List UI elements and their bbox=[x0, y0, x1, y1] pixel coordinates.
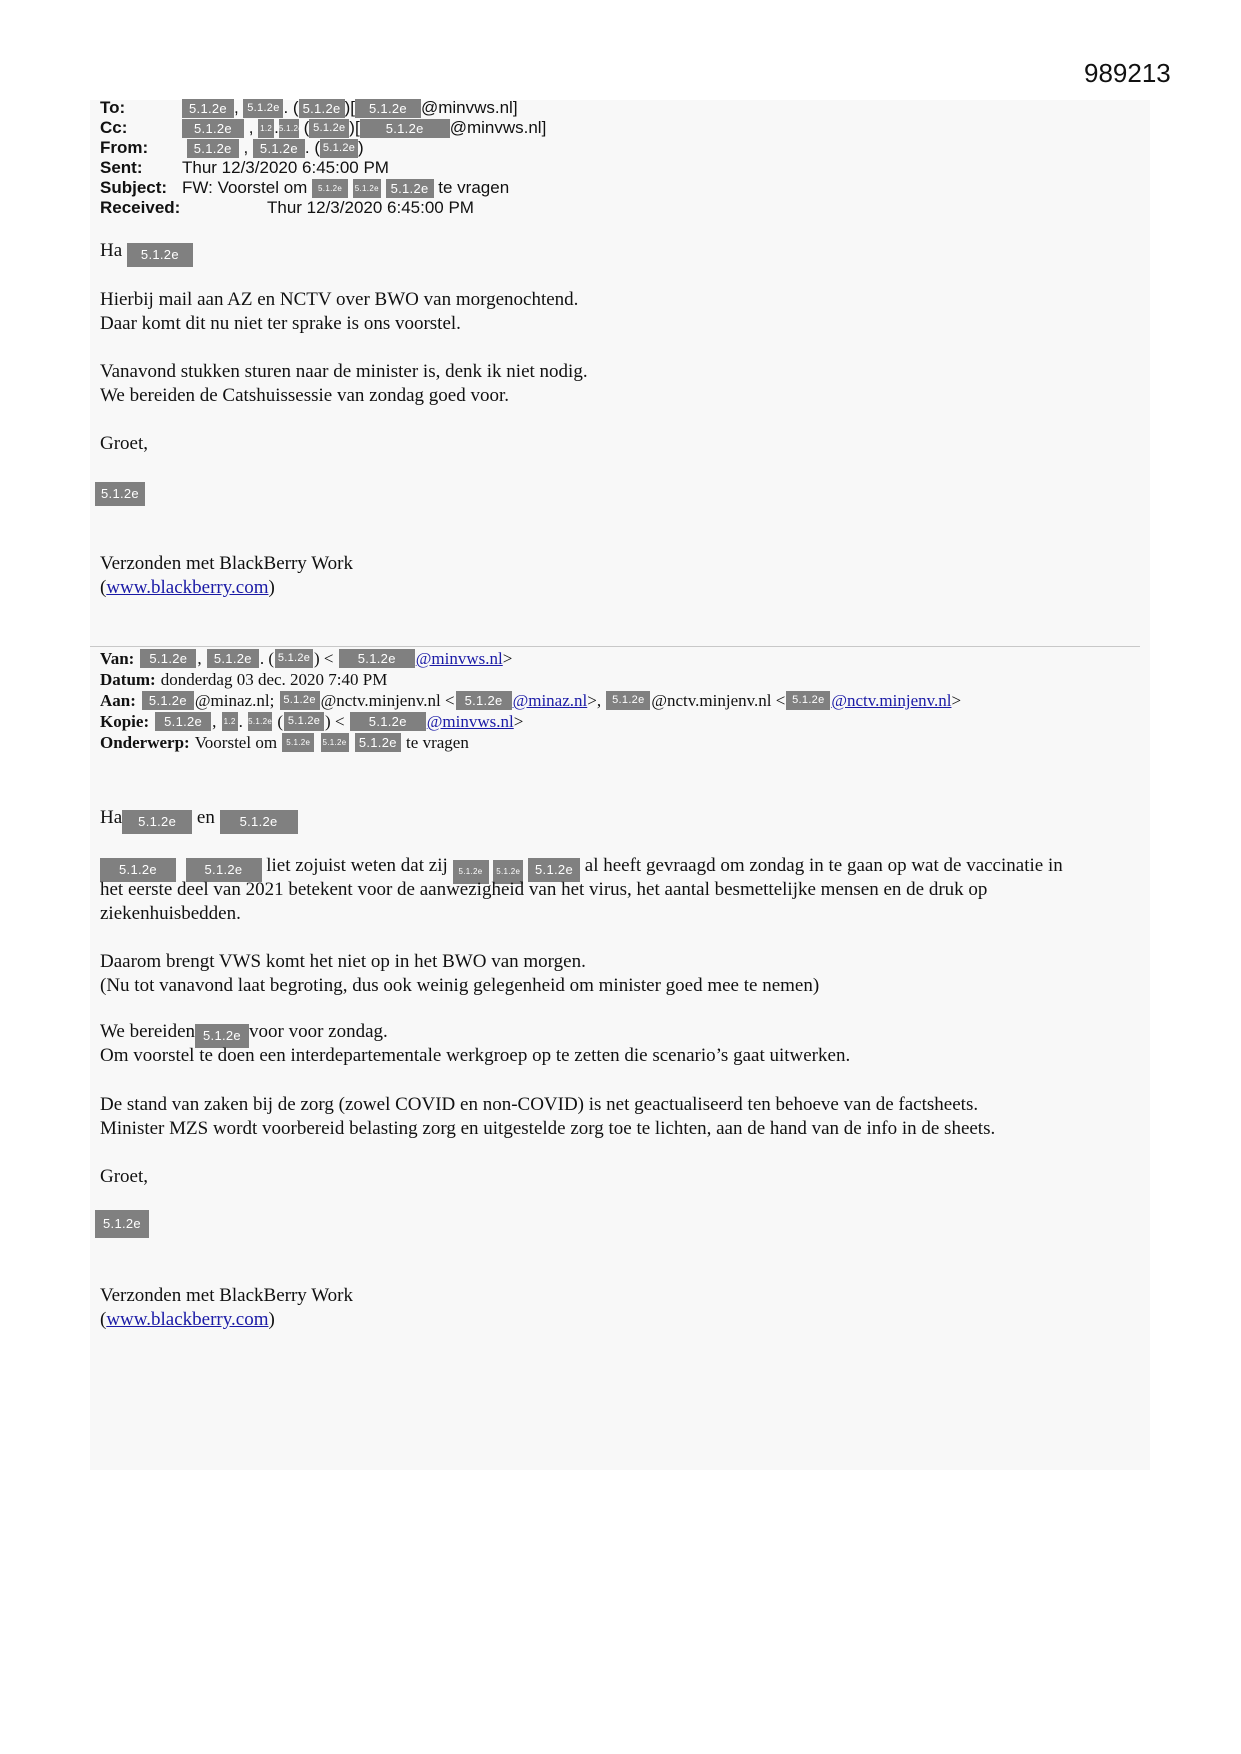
redaction: 5.1.2e bbox=[279, 119, 299, 138]
redaction: 5.1.2e bbox=[312, 179, 348, 198]
redaction: 5.1.2e bbox=[355, 733, 401, 752]
van-label: Van: bbox=[100, 649, 135, 668]
redaction: 5.1.2e bbox=[95, 1210, 149, 1238]
greeting-2: Ha 5.1.2e en 5.1.2e bbox=[100, 806, 298, 834]
redaction: 5.1.2e bbox=[182, 119, 244, 138]
sent-label: Sent: bbox=[100, 158, 143, 177]
datum-row bbox=[100, 669, 961, 690]
aan-minaz-link[interactable]: @minaz.nl bbox=[512, 691, 588, 710]
message2-p2-line1: Daarom brengt VWS komt het niet op in het BWO van morgen. bbox=[100, 951, 586, 972]
redaction: 5.1.2e bbox=[95, 482, 145, 506]
redaction: 5.1.2e bbox=[353, 179, 381, 198]
cc-value: 5.1.2e , 1.2 . 5.1.2e ( 5.1.2e )[ 5.1.2e @minvws.nl] bbox=[182, 118, 546, 138]
message2-p4-line1: De stand van zaken bij de zorg (zowel COVID en non-COVID) is net geactualiseerd ten behoeve van de factsheets. bbox=[100, 1094, 979, 1115]
separator bbox=[90, 646, 1140, 647]
redaction: 5.1.2e bbox=[299, 99, 345, 118]
from-value: 5.1.2e , 5.1.2e . ( 5.1.2e ) bbox=[182, 138, 364, 158]
to-label: To: bbox=[100, 98, 126, 117]
kopie-email-link[interactable]: @minvws.nl bbox=[426, 712, 514, 731]
redaction: 5.1.2e bbox=[207, 649, 259, 668]
message1-line3: Vanavond stukken sturen naar de minister is, denk ik niet nodig. bbox=[100, 361, 588, 382]
greeting-1: Ha 5.1.2e bbox=[100, 239, 193, 267]
redaction: 5.1.2e bbox=[786, 691, 830, 710]
received-value: Thur 12/3/2020 6:45:00 PM bbox=[267, 198, 474, 217]
signature-2 bbox=[95, 1208, 149, 1238]
forwarded-header bbox=[100, 648, 961, 753]
message1-line4: We bereiden de Catshuissessie van zondag goed voor. bbox=[100, 385, 509, 406]
redaction: 5.1.2e bbox=[355, 99, 421, 118]
message2-p2-line2: (Nu tot vanavond laat begroting, dus ook weinig gelegenheid om minister goed mee te nemen) bbox=[100, 975, 820, 996]
redaction: 5.1.2e bbox=[186, 858, 262, 882]
message1-sig-line: Verzonden met BlackBerry Work bbox=[100, 553, 353, 574]
redaction: 1.2 bbox=[258, 119, 274, 138]
redaction: 5.1.2e bbox=[493, 860, 523, 884]
redaction: 5.1.2e bbox=[606, 691, 650, 710]
redaction: 5.1.2e bbox=[456, 691, 512, 710]
message2-p3-line2: Om voorstel te doen een interdepartementale werkgroep op te zetten die scenario’s gaat uitwerken. bbox=[100, 1045, 851, 1066]
from-label: From: bbox=[100, 138, 149, 157]
redaction: 5.1.2e bbox=[100, 858, 176, 882]
redaction: 5.1.2e bbox=[140, 649, 196, 668]
redaction: 1.2 bbox=[222, 712, 238, 731]
datum-label: Datum: bbox=[100, 670, 156, 689]
redaction: 5.1.2e bbox=[453, 860, 489, 884]
redaction: 5.1.2e bbox=[284, 712, 324, 731]
redaction: 5.1.2e bbox=[339, 649, 415, 668]
redaction: 5.1.2e bbox=[321, 733, 349, 752]
message2-sig-line: Verzonden met BlackBerry Work bbox=[100, 1285, 353, 1306]
van-row: Van: 5.1.2e , 5.1.2e . ( 5.1.2e ) < 5.1.2e @minvws.nl > bbox=[100, 649, 513, 668]
redaction: 5.1.2e bbox=[195, 1024, 249, 1048]
subject-value bbox=[182, 178, 509, 198]
message1-line2: Daar komt dit nu niet ter sprake is ons voorstel. bbox=[100, 313, 461, 334]
redaction: 5.1.2e bbox=[243, 99, 283, 118]
aan-label: Aan: bbox=[100, 691, 136, 710]
message2-p1-line2: het eerste deel van 2021 betekent voor de aanwezigheid van het virus, het aantal besmettelijke mensen en de druk op bbox=[100, 879, 988, 900]
to-value: 5.1.2e , 5.1.2e . ( 5.1.2e )[ 5.1.2e @minvws.nl] bbox=[182, 98, 518, 118]
redaction: 5.1.2e bbox=[309, 119, 349, 138]
blackberry-link[interactable]: www.blackberry.com bbox=[106, 577, 269, 598]
message2-p3-line1: We bereiden 5.1.2e voor voor zondag. bbox=[100, 1020, 388, 1048]
received-label: Received: bbox=[100, 198, 181, 217]
kopie-row: Kopie: 5.1.2e , 1.2 . 5.1.2e ( 5.1.2e ) < 5.1.2e @minvws.nl > bbox=[100, 712, 524, 731]
redaction: 5.1.2e bbox=[280, 691, 320, 710]
redaction: 5.1.2e bbox=[155, 712, 211, 731]
cc-label: Cc: bbox=[100, 118, 128, 137]
redaction: 5.1.2e bbox=[182, 99, 234, 118]
document-number: 989213 bbox=[1084, 58, 1171, 88]
message1-sig-link-line: (www.blackberry.com) bbox=[100, 577, 275, 598]
message1-line1: Hierbij mail aan AZ en NCTV over BWO van morgenochtend. bbox=[100, 289, 579, 310]
message2-closing: Groet, bbox=[100, 1166, 149, 1187]
message1-closing: Groet, bbox=[100, 433, 149, 454]
redaction: 5.1.2e bbox=[282, 733, 314, 752]
aan-row: Aan: 5.1.2e @minaz.nl ; 5.1.2e @nctv.minjenv.nl < 5.1.2e @minaz.nl >, 5.1.2e @nctv.minjenv.nl < 5.1.2e @nctv.minjenv.nl > bbox=[100, 691, 962, 710]
onderwerp-row: Onderwerp: Voorstel om 5.1.2e 5.1.2e 5.1.2e te vragen bbox=[100, 733, 469, 752]
van-email-link[interactable]: @minvws.nl bbox=[415, 649, 503, 668]
redaction: 5.1.2e bbox=[127, 243, 193, 267]
message2-sig-link-line: (www.blackberry.com) bbox=[100, 1309, 275, 1330]
redaction: 5.1.2e bbox=[220, 810, 298, 834]
redaction: 5.1.2e bbox=[320, 139, 358, 158]
redaction: 5.1.2e bbox=[275, 649, 313, 668]
onderwerp-label: Onderwerp: bbox=[100, 733, 190, 752]
redaction: 5.1.2e bbox=[528, 858, 580, 882]
redaction: 5.1.2e bbox=[350, 712, 426, 731]
datum-value: donderdag 03 dec. 2020 7:40 PM bbox=[160, 670, 388, 689]
redaction: 5.1.2e bbox=[386, 179, 434, 198]
signature-1 bbox=[95, 478, 145, 506]
aan-nctv-link[interactable]: @nctv.minjenv.nl bbox=[831, 691, 952, 710]
subject-prefix: FW: Voorstel om bbox=[182, 178, 308, 197]
subject-suffix: te vragen bbox=[438, 178, 510, 197]
redaction: 5.1.2e bbox=[142, 691, 194, 710]
redaction: 5.1.2e bbox=[360, 119, 450, 138]
message2-p1-line3: ziekenhuisbedden. bbox=[100, 903, 241, 924]
blackberry-link[interactable]: www.blackberry.com bbox=[106, 1309, 269, 1330]
sent-value: Thur 12/3/2020 6:45:00 PM bbox=[182, 158, 389, 177]
cc-domain: @minvws.nl] bbox=[449, 118, 547, 137]
message2-p1-line1: 5.1.2e 5.1.2e liet zojuist weten dat zij 5.1.2e 5.1.2e 5.1.2e al heeft gevraagd om zondag in te gaan op wat de vaccinatie in bbox=[100, 854, 1063, 884]
redaction: 5.1.2e bbox=[187, 139, 239, 158]
redaction: 5.1.2e bbox=[248, 712, 272, 731]
to-domain: @minvws.nl] bbox=[420, 98, 518, 117]
message2-p4-line2: Minister MZS wordt voorbereid belasting zorg en uitgestelde zorg toe te lichten, aan de hand van de info in de sheets. bbox=[100, 1118, 996, 1139]
redaction: 5.1.2e bbox=[253, 139, 305, 158]
subject-label: Subject: bbox=[100, 178, 168, 197]
kopie-label: Kopie: bbox=[100, 712, 150, 731]
redaction: 5.1.2e bbox=[122, 810, 192, 834]
